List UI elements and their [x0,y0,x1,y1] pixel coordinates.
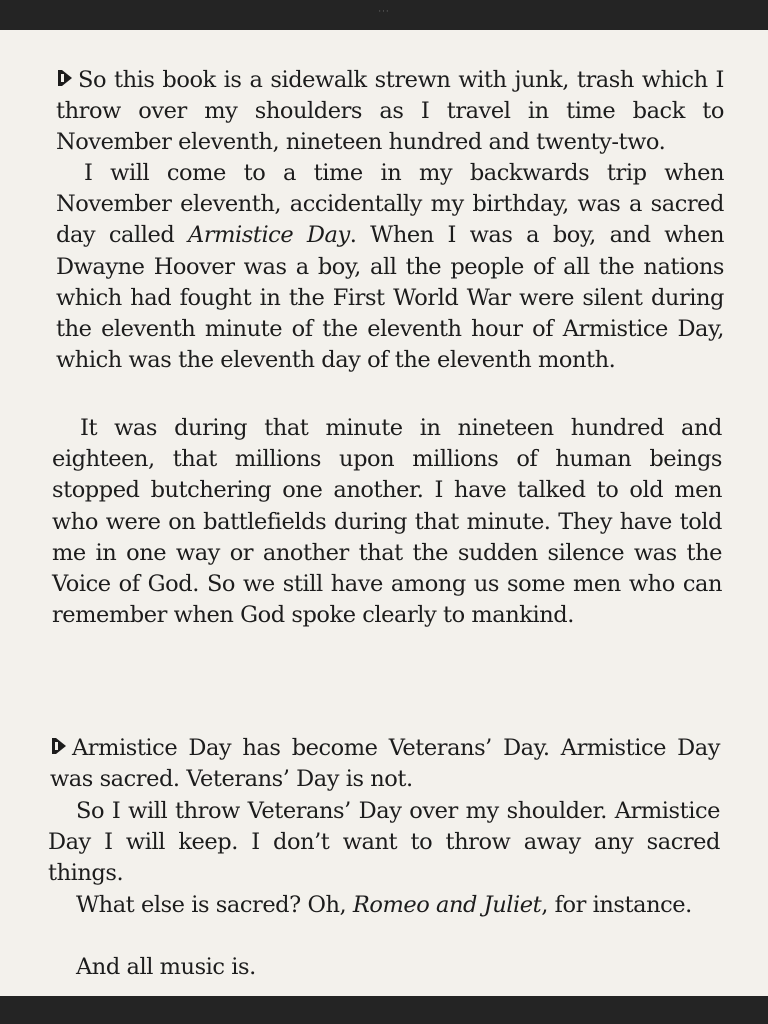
paragraph-2-italic: Armistice Day [188,222,350,249]
paragraph-7-text: And all music is. [76,954,256,980]
paragraph-1-text: So this book is a sidewalk strewn with junk, trash which I throw over my shoulders as I travel in time back to November eleventh, nineteen hundred and twenty-two. [56,67,724,156]
bottom-bar [0,996,768,1024]
paragraph-6-italic: Romeo and Juliet [352,892,542,918]
paragraph-5 [48,796,720,890]
section-marker-icon [50,733,72,764]
paragraph-3-text: It was during that minute in nineteen hundred and eighteen, that millions upon millions of human beings stopped butchering one another. I have talked to old men who were on battlefields during that minute. They have told me in one way or another that the sudden silence was the Voice of God. So we still have among us some men who can remember when God spoke clearly to mankind. [52,415,722,629]
paragraph-3 [52,413,722,631]
drag-handle[interactable]: ··· [378,7,390,17]
top-bar [0,0,768,30]
paragraph-5-text: So I will throw Veterans’ Day over my shoulder. Armistice Day I will keep. I don’t want to throw away any sacred things. [48,798,720,887]
paragraph-4 [50,733,720,795]
paragraph-2-text-start: I will come to a time in my backwards trip when November eleventh, accidentally my birthday, was a sacred day called [56,160,724,249]
paragraph-6-text-start: What else is sacred? Oh, [76,892,353,918]
paragraph-2 [56,158,724,376]
section-marker-icon [56,65,78,96]
paragraph-6-text-end: , for instance. [541,892,692,918]
paragraph-2-text-end: . When I was a boy, and when Dwayne Hoover was a boy, all the people of all the nations which had fought in the First World War were silent during the eleventh minute of the eleventh hour of Armistice Day, which was the eleventh day of the eleventh month. [56,222,724,374]
paragraph-6 [48,890,720,921]
paragraph-4-text: Armistice Day has become Veterans’ Day. Armistice Day was sacred. Veterans’ Day is not. [50,735,720,793]
paragraph-1 [56,65,724,159]
book-page [0,30,768,996]
paragraph-7 [48,952,720,983]
